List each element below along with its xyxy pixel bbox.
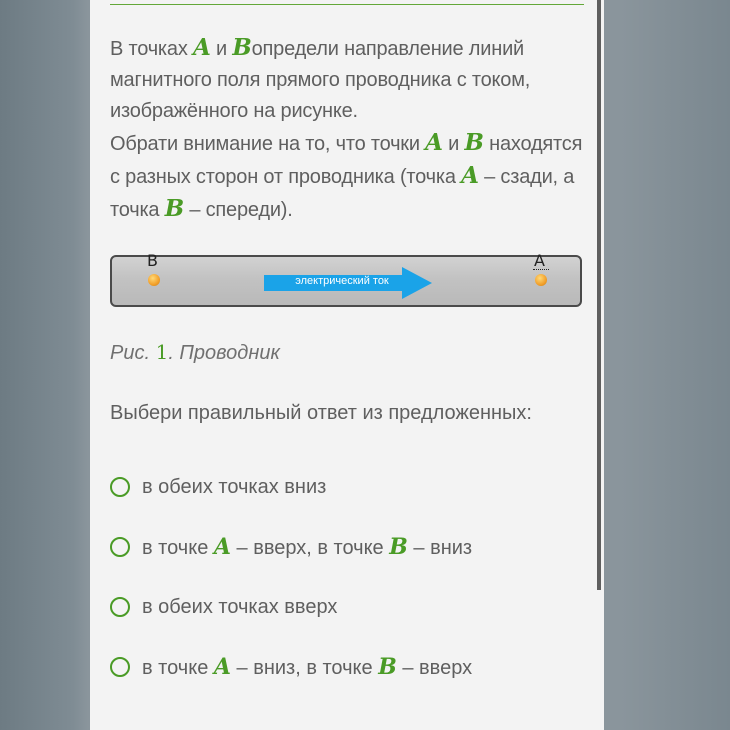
point-b-marker — [148, 274, 160, 286]
point-b-symbol: B — [232, 34, 252, 61]
answer-option-4[interactable]: в точке A – вниз, в точке B – вверх — [110, 652, 472, 682]
question-text: В точках A и Bопредели направление линий магнитного поля прямого проводника с током, изображённого на рисунке. Обрати внимание на то, что точки A и B находятся с разных сторон от проводника (точка A – сзади, а точка B – спереди). — [110, 34, 583, 222]
radio-button[interactable] — [110, 597, 130, 617]
radio-button[interactable] — [110, 537, 130, 557]
top-divider — [110, 4, 584, 5]
radio-button[interactable] — [110, 657, 130, 677]
conductor-figure — [110, 251, 582, 307]
answer-option-3[interactable]: в обеих точках вверх — [110, 592, 337, 622]
instruction-text: Выбери правильный ответ из предложенных: — [110, 402, 532, 424]
point-a-symbol: A — [193, 34, 211, 61]
answer-option-1[interactable]: в обеих точках вниз — [110, 472, 326, 502]
radio-button[interactable] — [110, 477, 130, 497]
scrollbar[interactable] — [597, 0, 601, 590]
point-b-label: B — [147, 251, 158, 270]
point-a-marker — [535, 274, 547, 286]
point-a-dotted-mark — [533, 269, 549, 270]
current-label: электрический ток — [295, 275, 389, 287]
point-a-label: A — [534, 251, 545, 270]
figure-caption: Рис. 1. Проводник — [110, 340, 280, 364]
answer-option-2[interactable]: в точке A – вверх, в точке B – вниз — [110, 532, 472, 562]
